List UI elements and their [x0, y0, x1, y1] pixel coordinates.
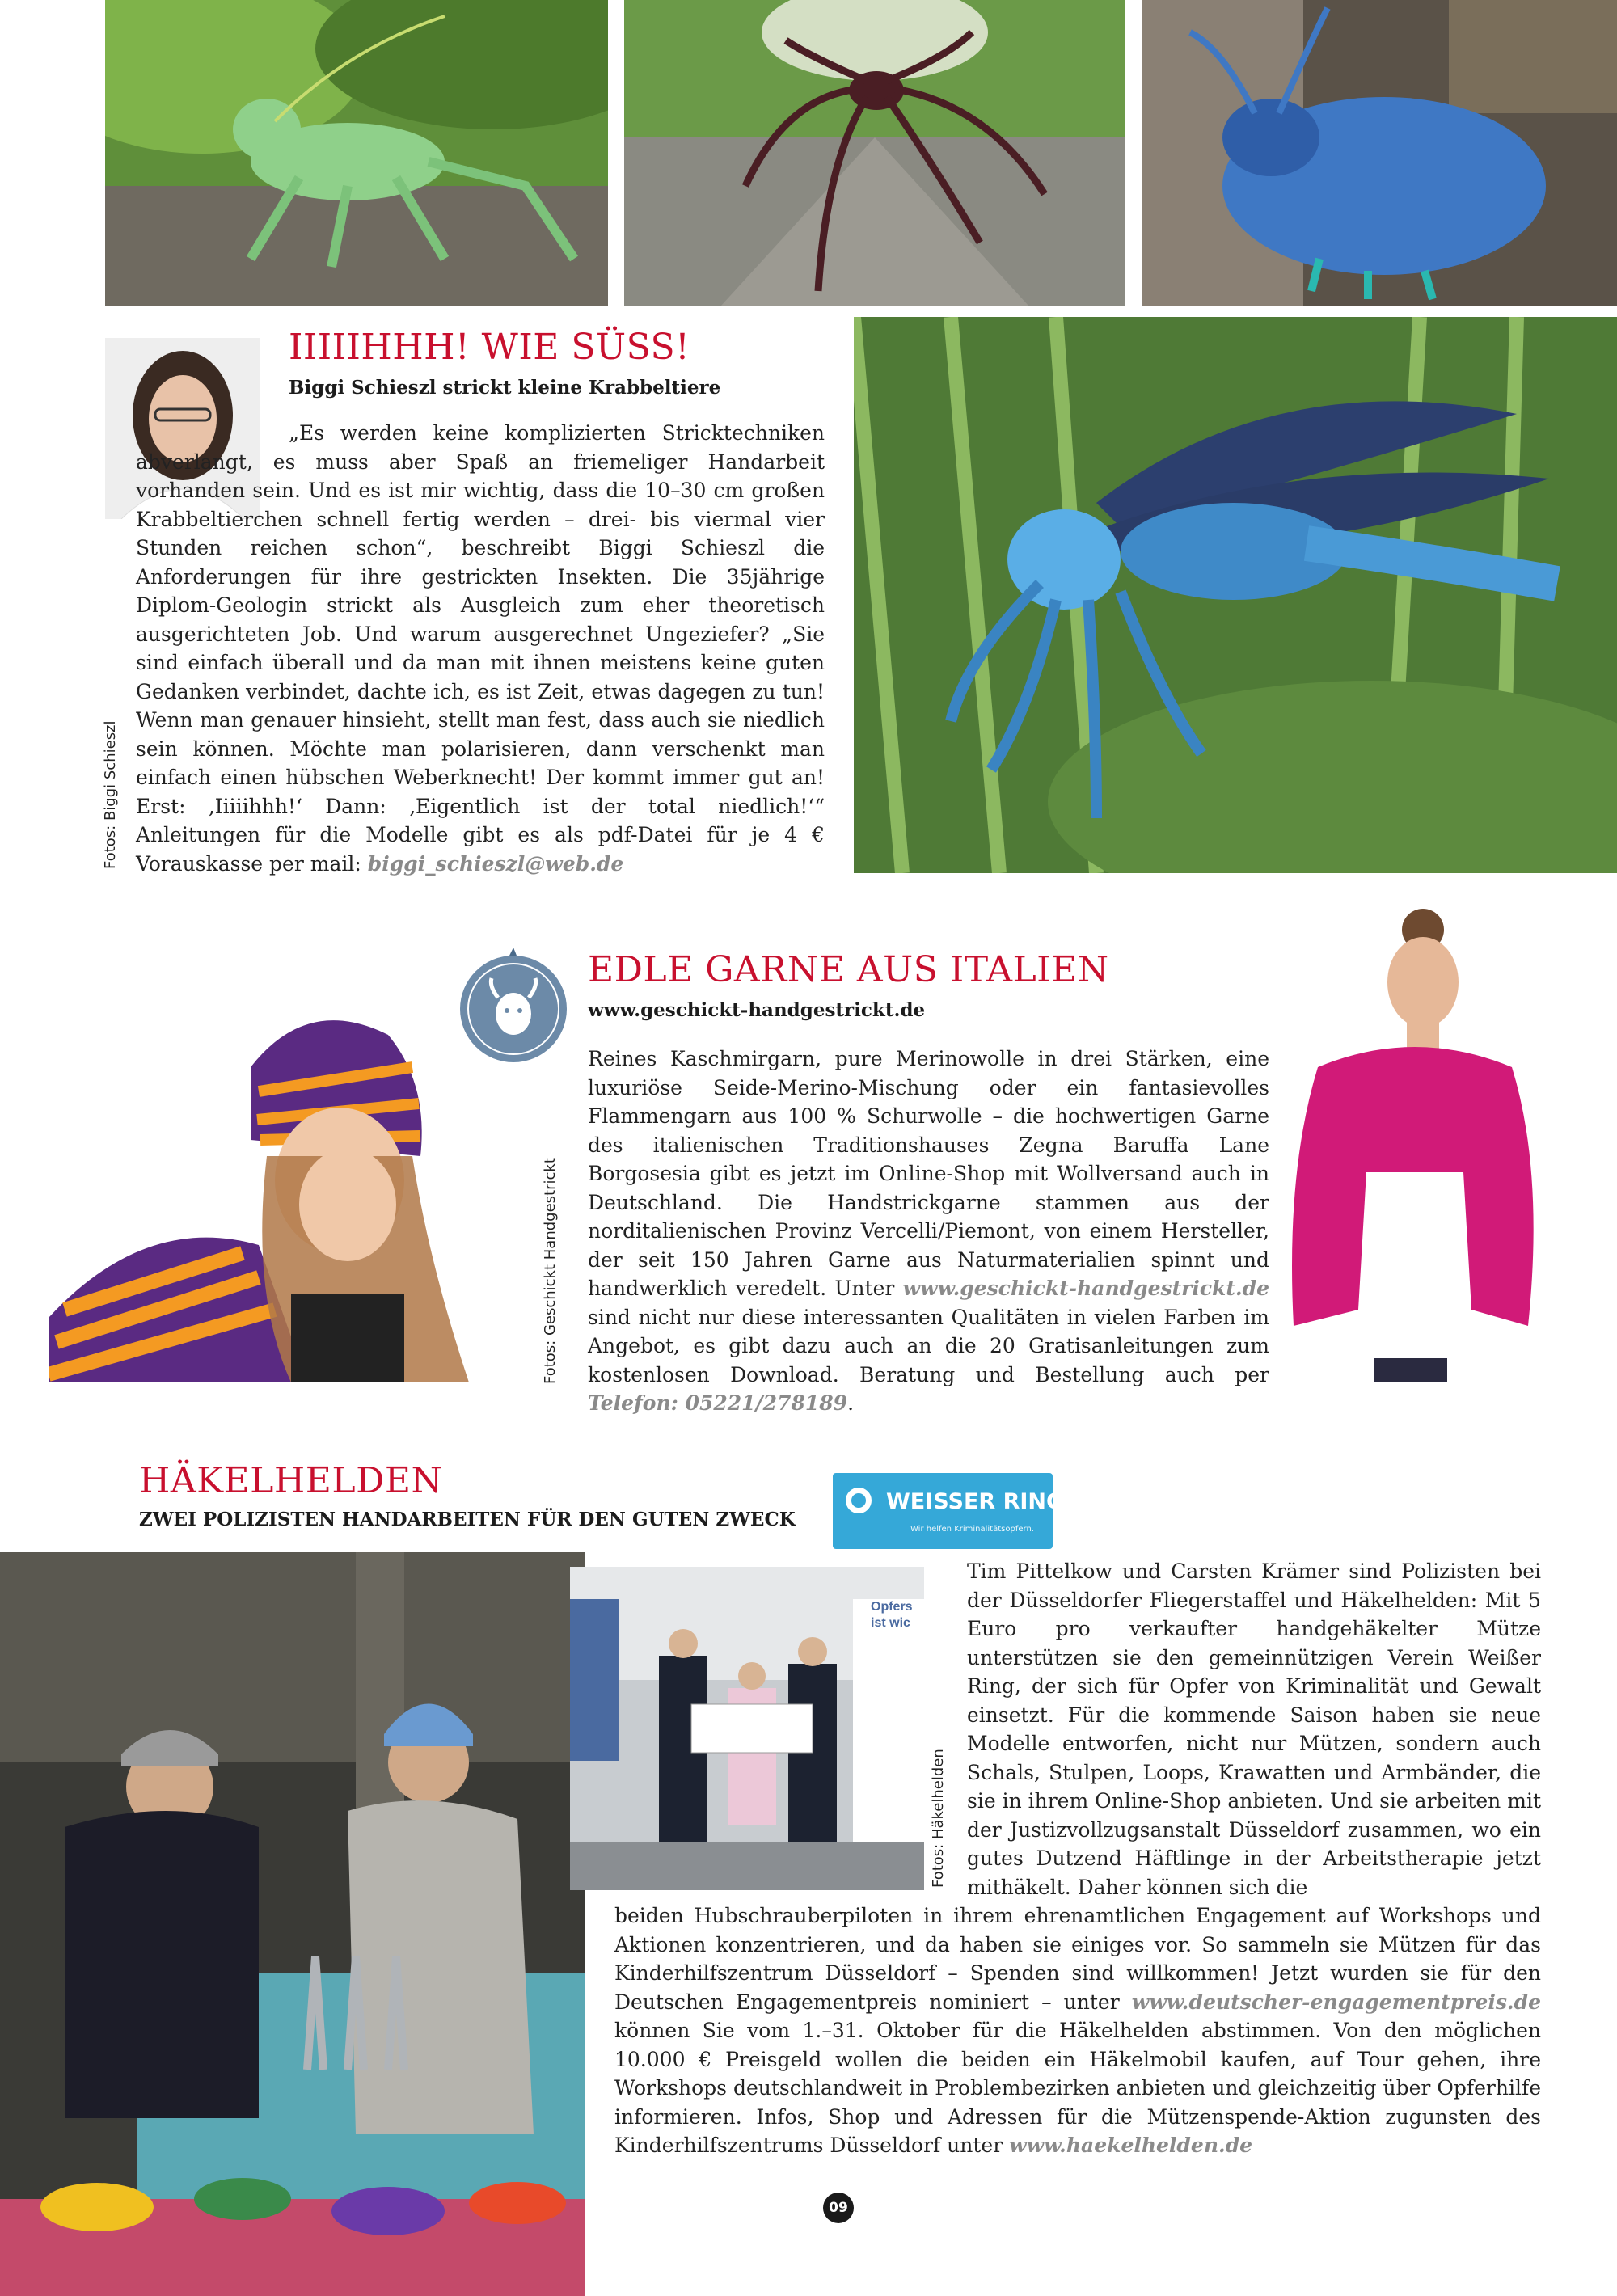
- photo-harvestman: [624, 0, 1125, 306]
- email-link[interactable]: biggi_schieszl@web.de: [367, 851, 624, 876]
- shop-link[interactable]: www.geschickt-handgestrickt.de: [902, 1277, 1269, 1300]
- body-section3-bottom: [614, 1901, 1541, 2160]
- body-section2-text-2: sind nicht nur diese interessanten Qualitäten in vielen Farben im Angebot, es gibt dazu auch an die 20 Gratisanleitungen zum kostenlosen Download. Beratung und Bestellung auch per: [588, 1305, 1269, 1386]
- weisser-ring-logo: [833, 1473, 1065, 1549]
- photo-woodlouse: [1142, 0, 1617, 306]
- geschickt-handgestrickt-logo: [453, 946, 574, 1067]
- phone-link[interactable]: Telefon: 05221/278189: [588, 1391, 848, 1415]
- photo-grasshopper: [105, 0, 608, 306]
- body-section3-top: [967, 1557, 1541, 1901]
- weisser-ring-name: WEISSER RING: [886, 1489, 1065, 1514]
- body-section1-text: „Es werden keine komplizierten Stricktechniken abverlangt, es muss aber Spaß an friemeliger Handarbeit vorhanden sein. Und es ist mir wichtig, dass die 10–30 cm großen Krabbeltierchen schnell fertig werden – drei- bis viermal vier Stunden reichen schon“, beschreibt Biggi Schieszl die Anforderungen für ihre gestrickten Insekten. Die 35jährige Diplom-Geologin strickt als Ausgleich zum eher theoretisch ausgerichteten Job. Und warum ausgerechnet Ungeziefer? „Sie sind einfach überall und da man mit ihnen meistens keine guten Gedanken verbindet, dachte ich, es ist Zeit, etwas dagegen zu tun! Wenn man genauer hinsieht, stellt man fest, dass auch sie niedlich sein können. Möchte man polarisieren, dann verschenkt man einfach einen hübschen Weberknecht! Der kommt immer gut an! Erst: ‚Iiiiihhh!‘ Dann: ‚Eigentlich ist der total niedlich!‘“ Anleitungen für die Modelle gibt es als pdf-Datei für je 4 € Vorauskasse per mail:: [136, 421, 825, 876]
- body-section1: [136, 419, 825, 878]
- weisser-ring-circle-icon: [846, 1488, 872, 1513]
- subtitle-section3: ZWEI POLIZISTEN HANDARBEITEN FÜR DEN GUTEN ZWECK: [139, 1509, 796, 1530]
- headline-section1: IIIIIHHH! WIE SÜSS!: [289, 327, 690, 368]
- body-section3-text-3: können Sie vom 1.–31. Oktober für die Häkelhelden abstimmen. Von den möglichen 10.000 € Preisgeld wollen die beiden ein Häkelmobil kaufen, auf Tour gehen, ihre Workshops deutschlandweit in Problembezirken anbieten und gleichzeitig über Opferhilfe informieren. Infos, Shop und Adressen für die Mützenspende-Aktion zugunsten des Kinderhilfszentrums Düsseldorf unter: [614, 2019, 1541, 2157]
- haekelhelden-link[interactable]: www.haekelhelden.de: [1009, 2134, 1253, 2157]
- inset-sign-line2: ist wic: [871, 1616, 910, 1630]
- body-section3-text-1: Tim Pittelkow und Carsten Krämer sind Polizisten bei der Düsseldorfer Fliegerstaffel und Häkelhelden: Mit 5 Euro pro verkaufter handgehäkelter Mütze unterstützen sie den gemeinnützigen Verein Weißer Ring, der sich für Opfer von Kriminalität und Gewalt einsetzt. Für die kommende Saison haben sie neue Modelle entworfen, nicht nur Mützen, sondern auch Schals, Stulpen, Loops, Krawatten und Armbänder, die sie in ihrem Online-Shop anbieten. Und sie arbeiten mit der Justizvollzugsanstalt Düsseldorf zusammen, wo ein gutes Dutzend Häftlinge in der Arbeitstherapie jetzt mithäkelt. Daher können sich die: [967, 1560, 1541, 1899]
- body-section3-text-2: beiden Hubschrauberpiloten in ihrem ehrenamtlichen Engagement auf Workshops und Aktionen konzentrieren, und da haben sie einiges vor. So sammeln sie Mützen für das Kinderhilfszentrum Düsseldorf – Spenden sind willkommen! Jetzt wurden sie für den Deutschen Engagementpreis nominiert – unter: [614, 1904, 1541, 2014]
- body-section2-text-1: Reines Kaschmirgarn, pure Merinowolle in drei Stärken, eine luxuriöse Seide-Merino-Mischung oder ein fantasievolles Flammengarn aus 100 % Schurwolle – die hochwertigen Garne des italienischen Traditionshauses Zegna Baruffa Lane Borgosesia gibt es jetzt im Online-Shop mit Wollversand auch in Deutschland. Die Handstrickgarne stammen aus der norditalienischen Provinz Vercelli/Piemont, von einem Hersteller, der seit 150 Jahren Garne aus Naturmaterialien spinnt und handwerklich veredelt. Unter: [588, 1047, 1269, 1300]
- photo-cheque-presentation: [570, 1567, 924, 1890]
- photo-credit-section3: Fotos: Häkelhelden: [930, 1749, 947, 1888]
- body-section2-end: .: [847, 1391, 855, 1415]
- inset-sign-line1: Opfers: [871, 1600, 913, 1614]
- photo-credit-section1: Fotos: Biggi Schieszl: [102, 720, 119, 869]
- subtitle-section1: Biggi Schieszl strickt kleine Krabbeltiere: [289, 377, 721, 399]
- subtitle-section2[interactable]: www.geschickt-handgestrickt.de: [588, 999, 926, 1021]
- headline-section2: EDLE GARNE AUS ITALIEN: [588, 949, 1109, 990]
- page-number: 09: [823, 2193, 854, 2223]
- photo-credit-section2: Fotos: Geschickt Handgestrickt: [542, 1158, 559, 1384]
- weisser-ring-tagline: Wir helfen Kriminalitätsopfern.: [910, 1525, 1034, 1534]
- photo-dragonfly: [854, 317, 1617, 873]
- photo-pink-sweater-woman: [1286, 905, 1536, 1382]
- headline-section3: HÄKELHELDEN: [139, 1460, 443, 1501]
- photo-haekelhelden-market-stall: [0, 1552, 585, 2296]
- body-section2: [588, 1045, 1269, 1418]
- engagementpreis-link[interactable]: www.deutscher-engagementpreis.de: [1131, 1990, 1541, 2014]
- inset-sign-text: [871, 1599, 913, 1631]
